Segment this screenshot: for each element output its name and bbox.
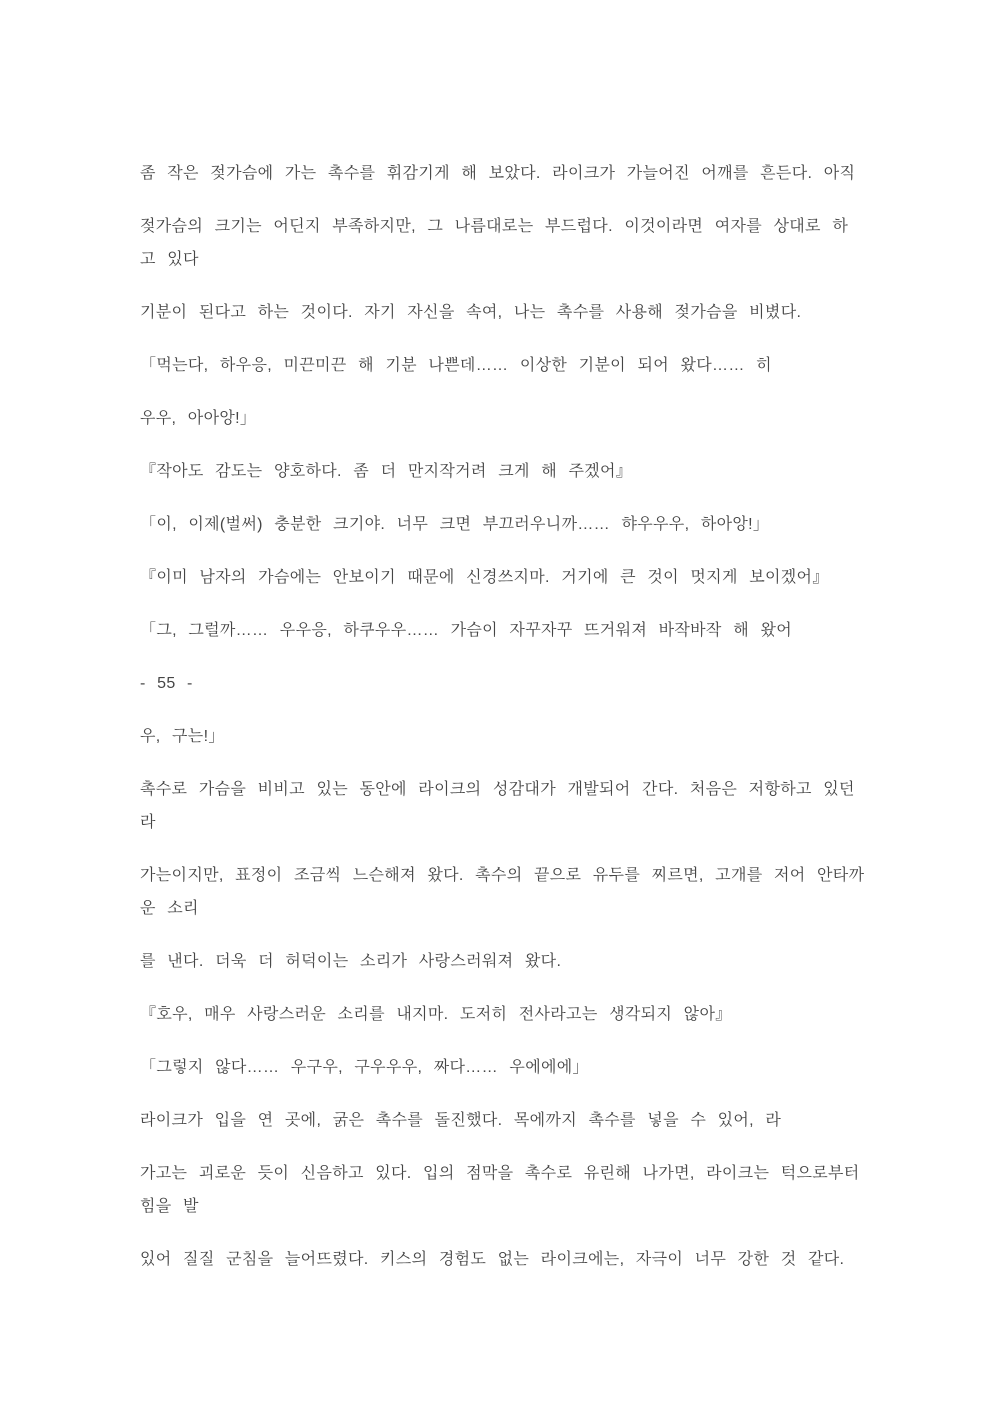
text-line: 촉수로 가슴을 비비고 있는 동안에 라이크의 성감대가 개발되어 간다. 처음은 저항하고 있던 <box>140 781 855 798</box>
paragraph <box>140 1104 894 1137</box>
text-line: 고 있다 <box>140 251 199 268</box>
page-number <box>140 667 894 700</box>
text-line: 있어 질질 군침을 늘어뜨렸다. 키스의 경험도 없는 라이크에는, 자극이 너무 강한 것 같다. <box>140 1251 845 1268</box>
paragraph <box>140 1051 894 1084</box>
paragraph <box>140 210 894 276</box>
text-line: 좀 작은 젖가슴에 가는 촉수를 휘감기게 해 보았다. 라이크가 가늘어진 어깨를 흔든다. 아직 <box>140 165 856 182</box>
paragraph <box>140 859 894 925</box>
paragraph <box>140 157 894 190</box>
text-line: 『이미 남자의 가슴에는 안보이기 때문에 신경쓰지마. 거기에 큰 것이 멋지게 보이겠어』 <box>140 569 829 586</box>
paragraph <box>140 614 894 647</box>
paragraph <box>140 1157 894 1223</box>
text-line: 『작아도 감도는 양호하다. 좀 더 만지작거려 크게 해 주겠어』 <box>140 463 633 480</box>
text-line: 운 소리 <box>140 900 199 917</box>
paragraph <box>140 561 894 594</box>
page-number-label: - 55 - <box>140 675 193 692</box>
text-line: 우, 구는!」 <box>140 728 225 745</box>
paragraph <box>140 508 894 541</box>
paragraph <box>140 945 894 978</box>
text-line: 라 <box>140 814 156 831</box>
text-line: 「그, 그럴까…… 우우응, 하쿠우우…… 가슴이 자꾸자꾸 뜨거워져 바작바작 해 왔어 <box>140 622 793 639</box>
paragraph <box>140 773 894 839</box>
text-line: 기분이 된다고 하는 것이다. 자기 자신을 속여, 나는 촉수를 사용해 젖가슴을 비볐다. <box>140 304 802 321</box>
text-line: 「먹는다, 하우응, 미끈미끈 해 기분 나쁜데…… 이상한 기분이 되어 왔다…… 히 <box>140 357 772 374</box>
paragraph <box>140 1243 894 1276</box>
text-line: 가고는 괴로운 듯이 신음하고 있다. 입의 점막을 촉수로 유린해 나가면, 라이크는 턱으로부터 <box>140 1165 860 1182</box>
paragraph <box>140 998 894 1031</box>
text-line: 가는이지만, 표정이 조금씩 느슨해져 왔다. 촉수의 끝으로 유두를 찌르면, 고개를 저어 안타까 <box>140 867 865 884</box>
paragraph <box>140 296 894 329</box>
paragraph <box>140 402 894 435</box>
text-line: 를 낸다. 더욱 더 허덕이는 소리가 사랑스러워져 왔다. <box>140 953 562 970</box>
text-line: 라이크가 입을 연 곳에, 굵은 촉수를 돌진했다. 목에까지 촉수를 넣을 수 있어, 라 <box>140 1112 782 1129</box>
text-line: 우우, 아아앙!」 <box>140 410 257 427</box>
text-line: 젖가슴의 크기는 어딘지 부족하지만, 그 나름대로는 부드럽다. 이것이라면 여자를 상대로 하 <box>140 218 849 235</box>
text-line: 「그렇지 않다…… 우구우, 구우우우, 짜다…… 우에에에」 <box>140 1059 589 1076</box>
paragraph <box>140 349 894 382</box>
paragraph <box>140 720 894 753</box>
text-line: 힘을 발 <box>140 1198 199 1215</box>
paragraph <box>140 455 894 488</box>
text-line: 「이, 이제(벌써) 충분한 크기야. 너무 크면 부끄러우니까…… 햐우우우, 하아앙!」 <box>140 516 770 533</box>
text-line: 『호우, 매우 사랑스러운 소리를 내지마. 도저히 전사라고는 생각되지 않아』 <box>140 1006 732 1023</box>
